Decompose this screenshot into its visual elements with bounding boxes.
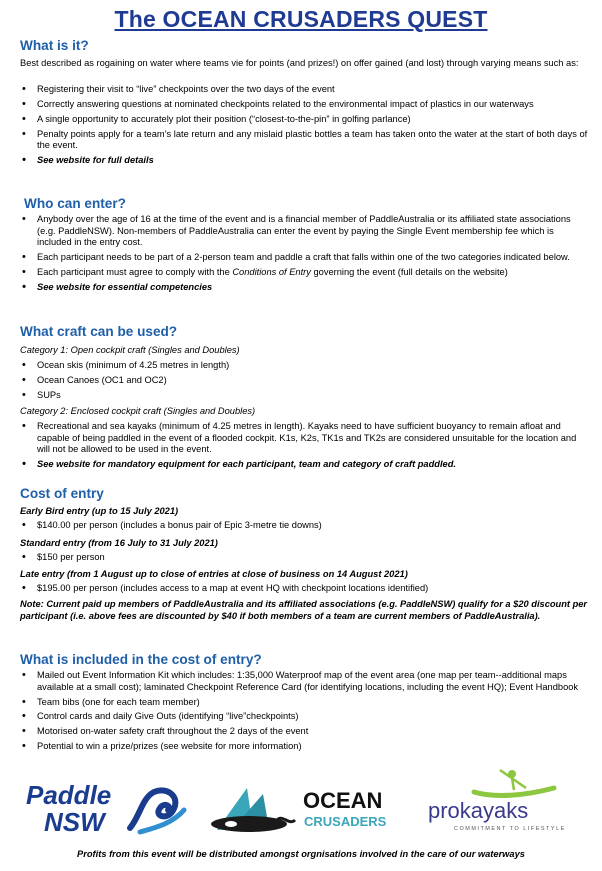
list-item: • Registering their visit to “live” checkpoints over the two days of the event [20, 84, 590, 96]
list-item [20, 267, 590, 279]
late-entry-label: Late entry (from 1 August up to close of entries at close of business on 14 August 2021) [20, 569, 408, 579]
list-item: • Motorised on-water safety craft throughout the 2 days of the event [20, 726, 590, 738]
prokayaks-tagline: COMMITMENT TO LIFESTYLE [454, 826, 566, 832]
list-item: • Anybody over the age of 16 at the time of the event and is a financial member of PaddleAustralia or its affiliated state associations (e.g. PaddleNSW). Non-members of PaddleAustralia can enter the event by paying the Single Event membership fee which is included in the entry cost. [20, 214, 590, 249]
what-is-it-list [20, 84, 590, 170]
comply-text: Each participant must agree to comply with the [37, 267, 233, 278]
who-can-enter-list [20, 214, 590, 297]
conditions-of-entry: Conditions of Entry [232, 267, 311, 278]
list-item: • Correctly answering questions at nominated checkpoints related to the environmental impact of plastics in our waterways [20, 99, 590, 111]
list-item: • Penalty points apply for a team’s late return and any mislaid plastic bottles a team has taken onto the water at the start of both days of the event. [20, 129, 590, 152]
list-item: • $195.00 per person (includes access to a map at event HQ with checkpoint locations identified) [20, 583, 590, 595]
member-discount-note: Note: Current paid up members of PaddleAustralia and its affiliated associations (e.g. PaddleNSW) qualify for a $20 discount per participant (i.e. above fees are discounted by $40 if both members of a team are current members of PaddleAustralia). [20, 599, 588, 621]
paddle-nsw-line2: NSW [44, 807, 105, 837]
prokayaks-logo [424, 766, 584, 836]
heading-who-can-enter: Who can enter? [24, 196, 126, 211]
heading-cost-of-entry: Cost of entry [20, 486, 104, 501]
heading-what-is-it: What is it? [20, 38, 89, 53]
early-bird-label: Early Bird entry (up to 15 July 2021) [20, 506, 179, 516]
footer-note: Profits from this event will be distributed amongst orgnisations involved in the care of our waterways [77, 849, 525, 859]
standard-entry-label: Standard entry (from 16 July to 31 July 2021) [20, 538, 218, 548]
orca-icon [211, 816, 287, 832]
list-item: • Recreational and sea kayaks (minimum of 4.25 metres in length). Kayaks need to have sufficient buoyancy to remain afloat and capable of being paddled in the event of a flooded cockpit. K1s, K2s, TK1s and TK2s are considered unsuitable for the location and will not be allowed to be used in the event. [20, 421, 590, 456]
heading-whats-included: What is included in the cost of entry? [20, 652, 262, 667]
list-item: • Ocean skis (minimum of 4.25 metres in length) [20, 360, 590, 372]
sponsor-logos [0, 766, 602, 836]
list-item: • $140.00 per person (includes a bonus pair of Epic 3-metre tie downs) [20, 520, 590, 532]
category-2-label: Category 2: Enclosed cockpit craft (Singles and Doubles) [20, 406, 256, 416]
category-1-label: Category 1: Open cockpit craft (Singles and Doubles) [20, 345, 240, 355]
ocean-crusaders-logo [207, 780, 407, 836]
prokayaks-name: prokayaks [428, 798, 529, 823]
category-2-list [20, 421, 590, 474]
see-website-note: • See website for mandatory equipment for each participant, team and category of craft paddled. [20, 459, 590, 471]
list-item: • $150 per person [20, 552, 590, 564]
list-item: • Ocean Canoes (OC1 and OC2) [20, 375, 590, 387]
heading-what-craft: What craft can be used? [20, 324, 178, 339]
list-item: • A single opportunity to accurately plot their position (“closest-to-the-pin” in golfing parlance) [20, 114, 590, 126]
see-website-note: • See website for full details [20, 155, 590, 167]
comply-text-end: governing the event (full details on the website) [310, 267, 508, 278]
see-website-note: • See website for essential competencies [20, 282, 590, 294]
page-title: The OCEAN CRUSADERS QUEST [114, 6, 488, 32]
category-1-list [20, 360, 590, 405]
standard-entry-list [20, 552, 590, 567]
early-bird-list [20, 520, 590, 535]
list-item: • Mailed out Event Information Kit which includes: 1:35,000 Waterproof map of the event area (one map per team--additional maps available at a small cost); laminated Checkpoint Reference Card (for identifying locations, including the event HQ); Event Handbook [20, 670, 590, 693]
list-item: • Potential to win a prize/prizes (see website for more information) [20, 741, 590, 753]
paddle-nsw-logo [22, 776, 192, 838]
paddle-nsw-line1: Paddle [26, 780, 112, 810]
what-is-it-intro: Best described as rogaining on water where teams vie for points (and prizes!) on offer gained (and lost) through varying means such as: [20, 58, 579, 68]
late-entry-list [20, 583, 590, 598]
list-item: • Control cards and daily Give Outs (identifying “live”checkpoints) [20, 711, 590, 723]
ocean-crusaders-line2: CRUSADERS [304, 814, 387, 829]
list-item: • Each participant needs to be part of a 2-person team and paddle a craft that falls within one of the two categories indicated below. [20, 252, 590, 264]
list-item: • SUPs [20, 390, 590, 402]
list-item: • Team bibs (one for each team member) [20, 697, 590, 709]
included-list [20, 670, 590, 756]
ocean-crusaders-line1: OCEAN [303, 788, 383, 813]
